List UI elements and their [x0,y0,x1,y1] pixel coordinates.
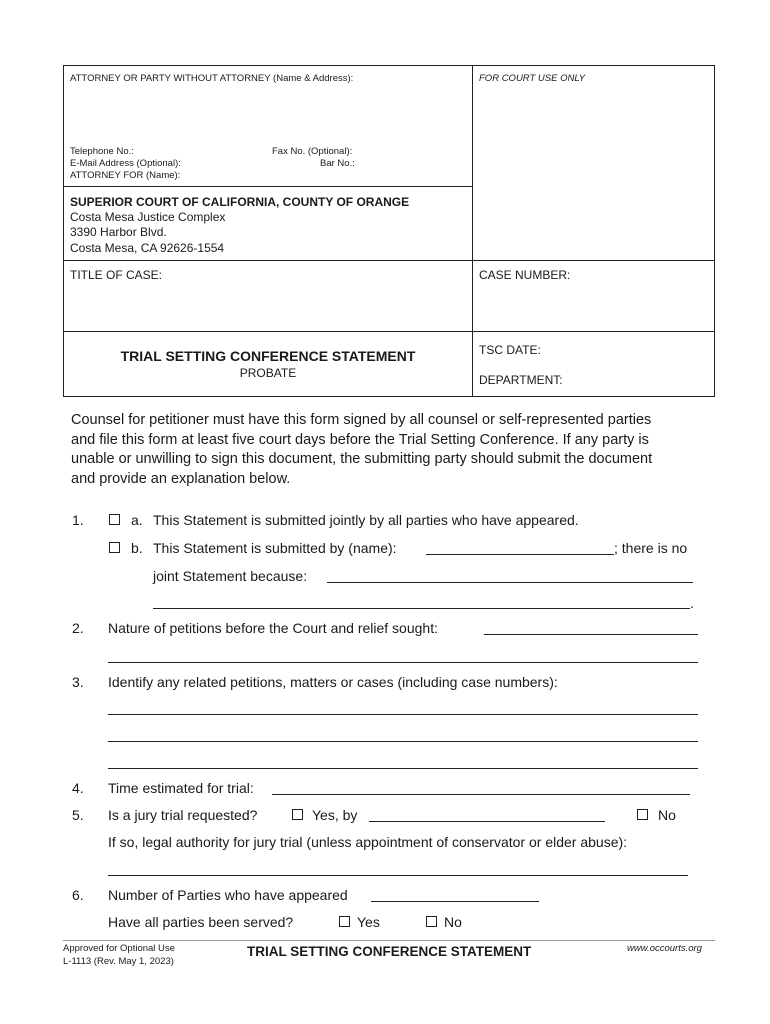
item-1a-text: This Statement is submitted jointly by all parties who have appeared. [153,512,579,528]
item-5-number: 5. [72,807,84,823]
fax-label: Fax No. (Optional): [272,146,353,157]
item-6-number: 6. [72,887,84,903]
item-5b-text: If so, legal authority for jury trial (unless appointment of conservator or elder abuse): [108,834,628,850]
item-1b-text2: joint Statement because: [153,568,308,584]
item-2-number: 2. [72,620,84,636]
served-no-checkbox[interactable] [426,916,437,927]
department-label: DEPARTMENT: [479,373,563,387]
email-label: E-Mail Address (Optional): [70,158,181,169]
footer-website: www.occourts.org [627,943,702,954]
submitted-by-name-field[interactable] [426,554,614,555]
item-5-text: Is a jury trial requested? [108,807,258,823]
jury-yes-by-label: Yes, by [312,807,358,823]
legal-authority-field[interactable] [108,875,688,876]
item-4-text: Time estimated for trial: [108,780,254,796]
item-4-number: 4. [72,780,84,796]
served-yes-label: Yes [357,914,380,930]
nature-of-petitions-field-2[interactable] [108,662,698,663]
bar-label: Bar No.: [320,158,355,169]
court-use-label: FOR COURT USE ONLY [479,73,586,84]
footer-form-number: L-1113 (Rev. May 1, 2023) [63,956,174,967]
checkbox-1a[interactable] [109,514,120,525]
parties-appeared-field[interactable] [371,901,539,902]
telephone-label: Telephone No.: [70,146,134,157]
court-use-box [472,65,715,261]
footer-title: TRIAL SETTING CONFERENCE STATEMENT [247,944,532,959]
instructions-paragraph [71,411,711,489]
attorney-for-label: ATTORNEY FOR (Name): [70,170,181,181]
instruction-line: unable or unwilling to sign this document, the submitting party should submit the document [71,451,653,467]
related-cases-field-3[interactable] [108,768,698,769]
jury-requested-by-field[interactable] [369,821,605,822]
related-cases-field-1[interactable] [108,714,698,715]
tsc-date-label: TSC DATE: [479,343,541,357]
item-3-text: Identify any related petitions, matters or cases (including case numbers): [108,674,558,690]
served-no-label: No [444,914,462,930]
court-complex: Costa Mesa Justice Complex [70,210,226,224]
related-cases-field-2[interactable] [108,741,698,742]
item-1b-label: b. [131,540,143,556]
instruction-line: and provide an explanation below. [71,470,291,487]
served-yes-checkbox[interactable] [339,916,350,927]
jury-yes-checkbox[interactable] [292,809,303,820]
form-subtitle: PROBATE [239,366,297,380]
court-street: 3390 Harbor Blvd. [70,225,167,239]
item-2-text: Nature of petitions before the Court and relief sought: [108,620,438,636]
nature-of-petitions-field[interactable] [484,634,698,635]
item-1-number: 1. [72,512,84,528]
court-name: SUPERIOR COURT OF CALIFORNIA, COUNTY OF ORANGE [70,195,410,209]
no-joint-reason-field[interactable] [327,582,693,583]
trial-time-estimate-field[interactable] [272,794,690,795]
no-joint-reason-field-2[interactable] [153,608,690,609]
form-title: TRIAL SETTING CONFERENCE STATEMENT [120,348,416,364]
footer-approved: Approved for Optional Use [63,943,175,954]
case-number-label: CASE NUMBER: [479,268,571,282]
title-of-case-label: TITLE OF CASE: [70,268,163,282]
attorney-label: ATTORNEY OR PARTY WITHOUT ATTORNEY (Name & Address): [70,73,354,84]
item-1a-label: a. [131,512,143,528]
item-1b-suffix: ; there is no [614,540,688,556]
court-city: Costa Mesa, CA 92626-1554 [70,241,225,255]
checkbox-1b[interactable] [109,542,120,553]
item-1b-text: This Statement is submitted by (name): [153,540,397,556]
footer-divider [63,940,715,941]
item-6b-text: Have all parties been served? [108,914,294,930]
instruction-line: Counsel for petitioner must have this form signed by all counsel or self-represented parties [71,412,652,428]
form-title-box [63,331,473,397]
jury-no-label: No [658,807,676,823]
jury-no-checkbox[interactable] [637,809,648,820]
item-3-number: 3. [72,674,84,690]
instruction-line: and file this form at least five court days before the Trial Setting Conference. If any party is [71,431,649,448]
item-6-text: Number of Parties who have appeared [108,887,348,903]
item-1b-period: . [690,595,694,611]
